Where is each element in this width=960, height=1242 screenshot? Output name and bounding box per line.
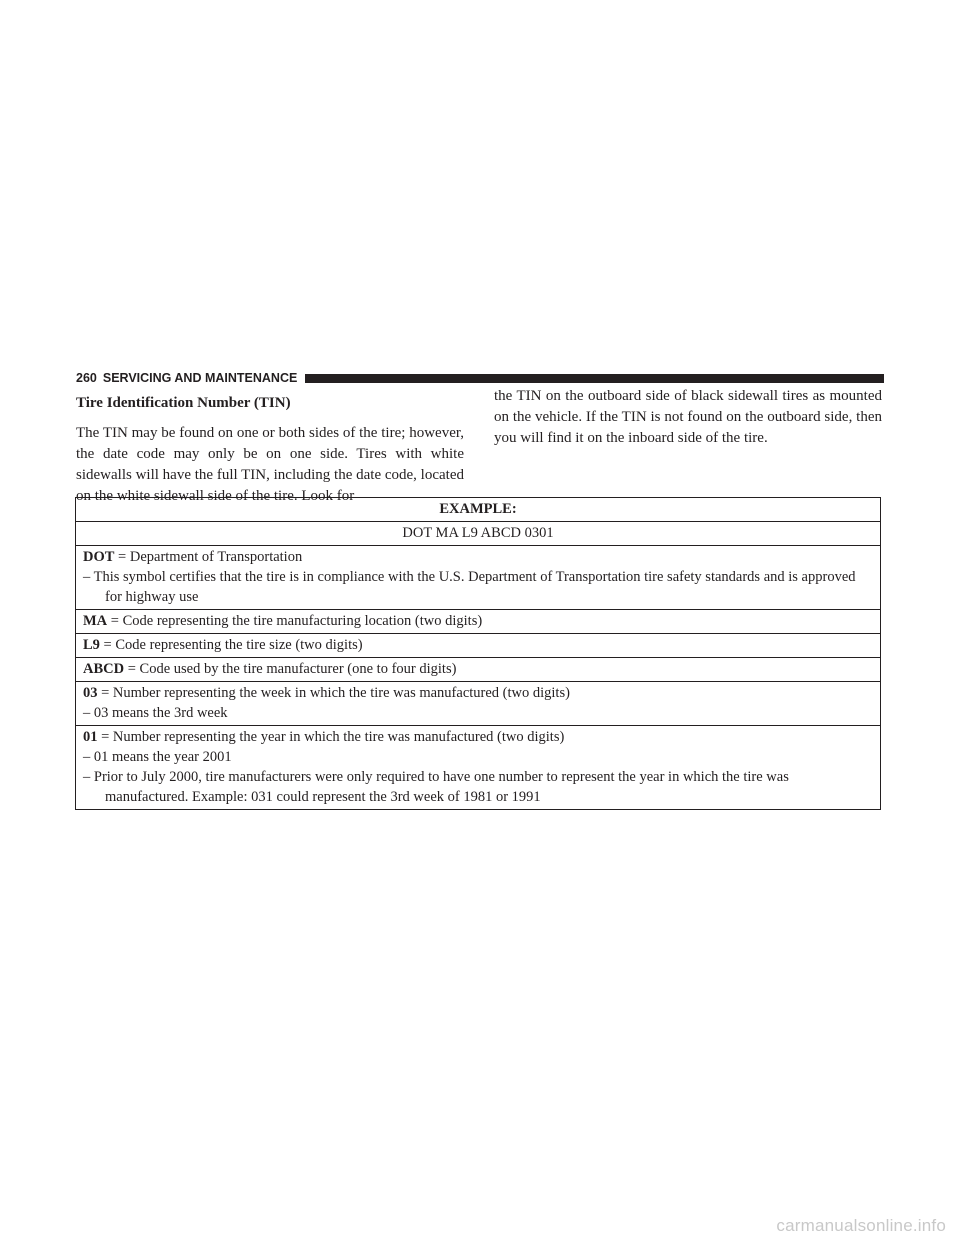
table-row-header	[76, 498, 881, 522]
code-definition: = Code representing the tire size (two digits)	[99, 637, 363, 653]
table-row	[76, 610, 881, 634]
code-term: 03	[83, 685, 98, 701]
code-term: 01	[83, 729, 98, 745]
code-term: MA	[83, 613, 108, 629]
table-row	[76, 658, 881, 682]
example-code: DOT MA L9 ABCD 0301	[76, 522, 881, 546]
definition-line	[83, 659, 873, 679]
note-line: – Prior to July 2000, tire manufacturers were only required to have one number to represent the year in which the tire was manufactured. Example: 031 could represent the 3rd week of 1981 or 1991	[83, 769, 789, 805]
code-definition: = Department of Transportation	[114, 549, 303, 565]
page-header	[76, 370, 884, 386]
table-cell	[76, 682, 881, 726]
code-definition: = Number representing the year in which the tire was manufactured (two digits)	[97, 729, 565, 745]
code-term: L9	[83, 637, 100, 653]
code-definition: = Code representing the tire manufacturing location (two digits)	[107, 613, 483, 629]
left-column	[76, 393, 464, 507]
tin-example-table	[75, 497, 881, 810]
table-row-example	[76, 522, 881, 546]
table-row	[76, 682, 881, 726]
table-row	[76, 726, 881, 810]
note-line: – This symbol certifies that the tire is in compliance with the U.S. Department of Transportation tire safety standards and is approved for highway use	[83, 569, 856, 605]
page-number: 260	[76, 371, 97, 385]
code-definition: = Number representing the week in which the tire was manufactured (two digits)	[97, 685, 570, 701]
section-title: SERVICING AND MAINTENANCE	[102, 371, 298, 385]
definition-line	[83, 635, 873, 655]
table-row	[76, 546, 881, 610]
right-column	[494, 386, 882, 449]
definition-line	[83, 727, 873, 747]
table-cell	[76, 610, 881, 634]
section-heading: Tire Identification Number (TIN)	[76, 395, 291, 411]
table-cell	[76, 658, 881, 682]
table-cell	[76, 726, 881, 810]
table-cell	[76, 546, 881, 610]
definition-line	[83, 683, 873, 703]
definition-line	[83, 611, 873, 631]
code-term: ABCD	[83, 661, 125, 677]
code-definition: = Code used by the tire manufacturer (one to four digits)	[124, 661, 457, 677]
table-cell	[76, 634, 881, 658]
code-term: DOT	[83, 549, 115, 565]
watermark: carmanualsonline.info	[776, 1216, 946, 1235]
header-rule	[305, 374, 884, 383]
table-header: EXAMPLE:	[76, 498, 881, 522]
table-row	[76, 634, 881, 658]
note-line: – 03 means the 3rd week	[83, 705, 228, 721]
body-paragraph-right: the TIN on the outboard side of black sidewall tires as mounted on the vehicle. If the TIN is not found on the outboard side, then you will find it on the inboard side of the tire.	[494, 388, 882, 446]
note-line: – 01 means the year 2001	[83, 749, 232, 765]
body-paragraph-left: The TIN may be found on one or both sides of the tire; however, the date code may only be on one side. Tires with white sidewalls will have the full TIN, including the date code, located on the white sidewall side of the tire. Look for	[76, 425, 464, 504]
definition-line	[83, 547, 873, 567]
